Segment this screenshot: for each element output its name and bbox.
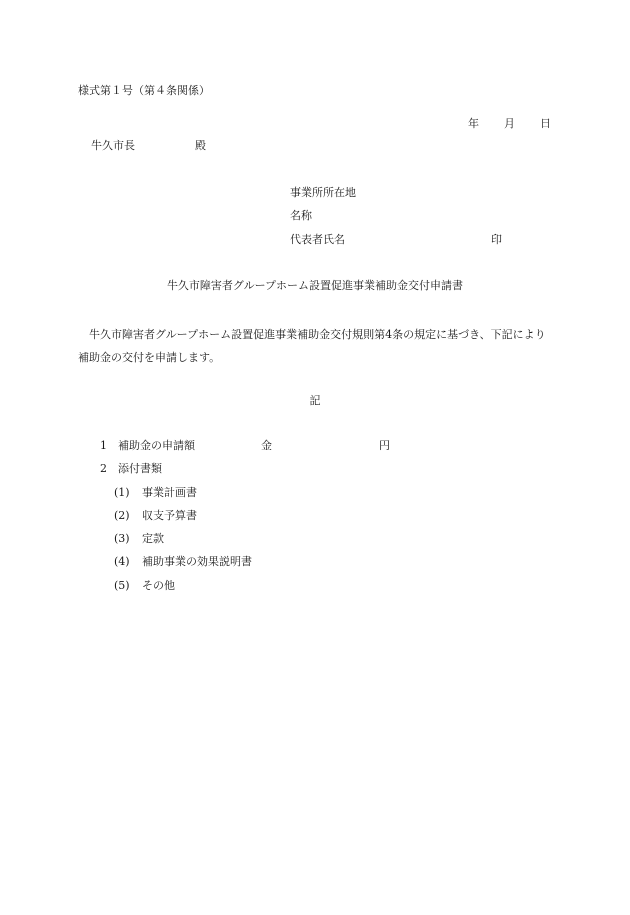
attachment-number: (2) [114, 509, 130, 522]
form-number: 様式第１号（第４条関係） [78, 84, 210, 97]
addressee-honorific: 殿 [195, 139, 206, 152]
body-paragraph: 牛久市障害者グループホーム設置促進事業補助金交付規則第4条の規定に基づき、下記により補助金の交付を申請します。 [78, 328, 546, 364]
seal-mark: 印 [491, 233, 502, 246]
attachment-number: (5) [114, 579, 130, 592]
item-amount-yen: 円 [379, 439, 390, 452]
attachment-number: (3) [114, 532, 130, 545]
addressee-name: 牛久市長 [91, 139, 135, 152]
item-amount-kin: 金 [261, 439, 272, 452]
item-attachments-number: 2 [100, 462, 107, 475]
attachment-label: 事業計画書 [142, 486, 197, 499]
attachment-number: (1) [114, 486, 130, 499]
attachment-label: 収支予算書 [142, 509, 197, 522]
document-title: 牛久市障害者グループホーム設置促進事業補助金交付申請書 [166, 279, 464, 292]
attachment-label: その他 [142, 579, 175, 592]
item-amount-number: 1 [100, 439, 107, 452]
applicant-name-label: 名称 [290, 209, 312, 222]
item-amount-label: 補助金の申請額 [118, 439, 195, 452]
applicant-representative-label: 代表者氏名 [290, 233, 345, 246]
attachment-label: 定款 [142, 532, 164, 545]
item-attachments-label: 添付書類 [118, 462, 162, 475]
date-month-label: 月 [504, 117, 515, 130]
ki-heading: 記 [309, 394, 321, 407]
attachment-label: 補助事業の効果説明書 [142, 555, 252, 568]
date-year-label: 年 [468, 117, 479, 130]
date-day-label: 日 [540, 117, 551, 130]
attachment-number: (4) [114, 555, 130, 568]
applicant-address-label: 事業所所在地 [290, 186, 356, 199]
